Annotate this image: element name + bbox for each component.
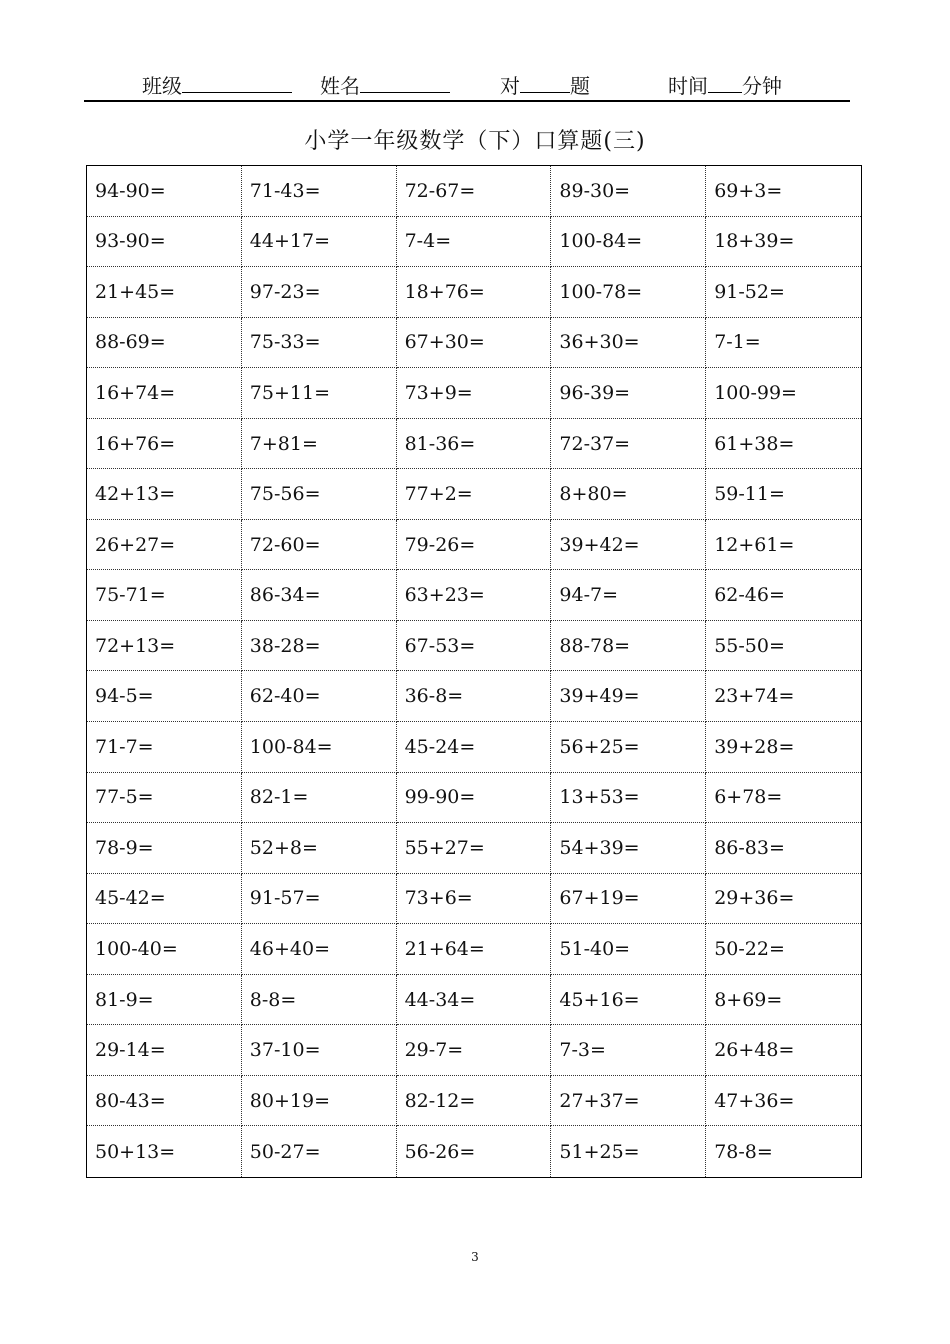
correct-blank[interactable] xyxy=(520,76,570,93)
problem-cell: 73+6= xyxy=(397,874,552,925)
problem-cell: 47+36= xyxy=(706,1076,861,1127)
problem-cell: 89-30= xyxy=(551,166,706,217)
problem-cell: 50+13= xyxy=(87,1126,242,1177)
problem-cell: 21+45= xyxy=(87,267,242,318)
problem-cell: 75-71= xyxy=(87,570,242,621)
name-blank[interactable] xyxy=(360,76,450,93)
problem-cell: 67+19= xyxy=(551,874,706,925)
problem-cell: 55-50= xyxy=(706,621,861,672)
problem-cell: 26+27= xyxy=(87,520,242,571)
problem-cell: 93-90= xyxy=(87,217,242,268)
problem-cell: 18+76= xyxy=(397,267,552,318)
correct-count-field[interactable] xyxy=(500,70,590,99)
worksheet-header xyxy=(84,64,850,102)
problem-cell: 86-83= xyxy=(706,823,861,874)
class-label: 班级 xyxy=(142,74,182,98)
problem-cell: 69+3= xyxy=(706,166,861,217)
problem-cell: 45-24= xyxy=(397,722,552,773)
problem-cell: 18+39= xyxy=(706,217,861,268)
problem-cell: 67-53= xyxy=(397,621,552,672)
problem-cell: 100-78= xyxy=(551,267,706,318)
problem-cell: 44+17= xyxy=(242,217,397,268)
problem-cell: 16+74= xyxy=(87,368,242,419)
problem-cell: 78-8= xyxy=(714,1140,773,1163)
page-title: 小学一年级数学（下）口算题(三) xyxy=(304,129,646,154)
problem-cell: 8-8= xyxy=(242,975,397,1026)
problem-cell: 45+16= xyxy=(551,975,706,1026)
problem-cell: 97-23= xyxy=(242,267,397,318)
problem-cell: 72-67= xyxy=(397,166,552,217)
problem-cell: 7-1= xyxy=(706,318,861,369)
problem-cell: 59-11= xyxy=(706,469,861,520)
problem-cell: 8+80= xyxy=(551,469,706,520)
problem-cell: 75-33= xyxy=(242,318,397,369)
time-field[interactable] xyxy=(668,70,782,99)
time-label: 时间 xyxy=(668,74,708,98)
problem-cell: 29-14= xyxy=(87,1025,242,1076)
problem-cell: 72+13= xyxy=(87,621,242,672)
problem-cell: 82-1= xyxy=(242,773,397,824)
problem-cell: 13+53= xyxy=(551,773,706,824)
problem-cell: 51-40= xyxy=(551,924,706,975)
minute-label: 分钟 xyxy=(742,74,782,98)
problem-cell: 91-57= xyxy=(242,874,397,925)
page-number: 3 xyxy=(471,1250,479,1264)
problem-cell: 100-84= xyxy=(242,722,397,773)
problem-cell: 6+78= xyxy=(706,773,861,824)
problem-cell: 55+27= xyxy=(397,823,552,874)
problem-cell: 72-37= xyxy=(551,419,706,470)
problem-cell: 81-36= xyxy=(397,419,552,470)
problem-cell: 27+37= xyxy=(551,1076,706,1127)
problem-cell: 94-5= xyxy=(87,671,242,722)
time-blank[interactable] xyxy=(708,76,742,93)
problem-cell: 39+28= xyxy=(706,722,861,773)
problem-cell: 8+69= xyxy=(706,975,861,1026)
problem-cell: 73+9= xyxy=(397,368,552,419)
problem-cell: 100-99= xyxy=(706,368,861,419)
problem-cell: 36+30= xyxy=(551,318,706,369)
problem-cell: 61+38= xyxy=(706,419,861,470)
problem-cell: 7+81= xyxy=(242,419,397,470)
problem-cell: 37-10= xyxy=(242,1025,397,1076)
problem-cell: 46+40= xyxy=(242,924,397,975)
problem-cell: 39+42= xyxy=(551,520,706,571)
problem-cell: 96-39= xyxy=(551,368,706,419)
question-label: 题 xyxy=(570,74,590,98)
problem-cell: 7-3= xyxy=(551,1025,706,1076)
class-blank[interactable] xyxy=(182,76,292,93)
name-field[interactable] xyxy=(320,70,450,99)
problem-cell: 52+8= xyxy=(242,823,397,874)
problem-cell: 62-46= xyxy=(706,570,861,621)
problem-cell: 42+13= xyxy=(87,469,242,520)
problem-cell: 71-43= xyxy=(242,166,397,217)
problem-cell: 38-28= xyxy=(242,621,397,672)
problem-cell: 75-56= xyxy=(242,469,397,520)
problem-cell: 67+30= xyxy=(397,318,552,369)
problem-cell: 29+36= xyxy=(706,874,861,925)
problem-cell: 51+25= xyxy=(551,1126,706,1177)
problem-cell: 45-42= xyxy=(87,874,242,925)
problem-cell: 62-40= xyxy=(242,671,397,722)
problem-cell: 63+23= xyxy=(397,570,552,621)
problem-cell: 77-5= xyxy=(87,773,242,824)
problem-cell: 79-26= xyxy=(397,520,552,571)
problem-cell: 12+61= xyxy=(706,520,861,571)
problem-cell: 80-43= xyxy=(87,1076,242,1127)
problem-cell: 81-9= xyxy=(87,975,242,1026)
problem-cell: 21+64= xyxy=(397,924,552,975)
problem-cell: 36-8= xyxy=(397,671,552,722)
problem-cell: 50-22= xyxy=(706,924,861,975)
problem-cell: 78-9= xyxy=(87,823,242,874)
problem-cell: 56-26= xyxy=(397,1126,552,1177)
problem-cell: 56+25= xyxy=(551,722,706,773)
problem-cell: 94-90= xyxy=(87,166,242,217)
problem-cell: 77+2= xyxy=(397,469,552,520)
problem-cell: 86-34= xyxy=(242,570,397,621)
problem-cell: 91-52= xyxy=(706,267,861,318)
problem-cell: 50-27= xyxy=(242,1126,397,1177)
correct-label: 对 xyxy=(500,74,520,98)
problem-cell: 7-4= xyxy=(397,217,552,268)
problem-cell: 88-69= xyxy=(87,318,242,369)
problem-cell: 39+49= xyxy=(551,671,706,722)
problem-cell: 72-60= xyxy=(242,520,397,571)
problem-cell: 82-12= xyxy=(397,1076,552,1127)
problem-cell: 54+39= xyxy=(551,823,706,874)
problem-cell: 94-7= xyxy=(551,570,706,621)
problem-cell: 26+48= xyxy=(706,1025,861,1076)
problem-cell: 88-78= xyxy=(551,621,706,672)
problem-cell: 44-34= xyxy=(397,975,552,1026)
name-label: 姓名 xyxy=(320,74,360,98)
problem-cell: 99-90= xyxy=(397,773,552,824)
class-field[interactable] xyxy=(142,70,292,99)
problem-cell: 29-7= xyxy=(397,1025,552,1076)
problem-cell: 75+11= xyxy=(242,368,397,419)
problem-cell: 100-84= xyxy=(551,217,706,268)
problem-cell: 100-40= xyxy=(87,924,242,975)
problem-cell: 71-7= xyxy=(87,722,242,773)
problem-cell: 23+74= xyxy=(706,671,861,722)
problem-cell: 80+19= xyxy=(242,1076,397,1127)
problem-cell: 16+76= xyxy=(87,419,242,470)
problem-grid xyxy=(86,165,862,1178)
